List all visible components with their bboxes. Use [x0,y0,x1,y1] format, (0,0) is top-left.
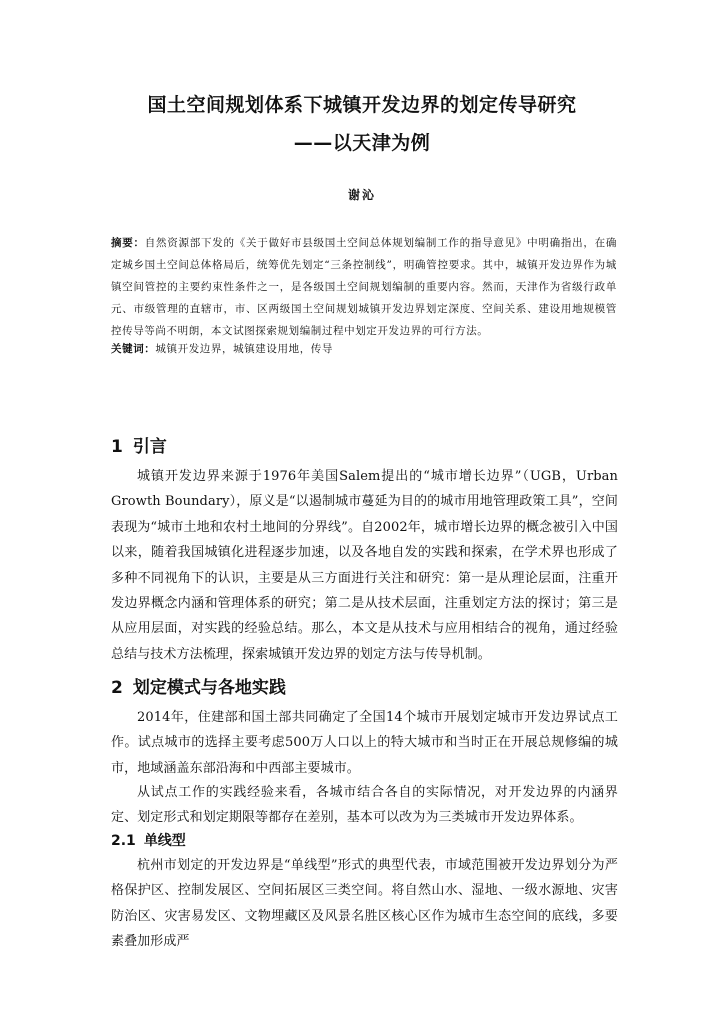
author-name: 谢沁 [347,188,376,202]
paragraph: 从试点工作的实践经验来看，各城市结合各自的实际情况，对开发边界的内涵界定、划定形式和划定期限等都存在差别，基本可以改为为三类城市开发边界体系。 [111,785,618,826]
abstract [111,232,617,342]
section-number: 2 [111,678,123,698]
abstract-label: 摘要： [111,237,145,249]
section-title: 引言 [132,437,167,457]
paragraph: 城镇开发边界来源于1976年美国Salem提出的“城市增长边界”（UGB，Urban Growth Boundary），原义是“以遏制城市蔓延为目的的城市用地管理政策工具”，空间表现为“城市土地和农村土地间的分界线”。自2002年，城市增长边界的概念被引入中国以来，随着我国城镇化进程逐步加速，以及各地自发的实践和探索，在学术界也形成了多种不同视角下的认识，主要是从三方面进行关注和研究：第一是从理论层面，注重开发边界概念内涵和管理体系的研究；第二是从技术层面，注重划定方法的探讨；第三是从应用层面，对实践的经验总结。那么，本文是从技术与应用相结合的视角，通过经验总结与技术方法梳理，探索城镇开发边界的划定方法与传导机制。 [111,469,618,662]
keywords-label: 关键词： [111,343,156,355]
paper-title: 国土空间规划体系下城镇开发边界的划定传导研究 [147,94,577,116]
paper-subtitle: ——以天津为例 [293,132,431,154]
subsection-title: 单线型 [143,833,186,849]
subsection-number: 2.1 [111,833,136,849]
section-number: 1 [111,437,123,457]
section-heading-intro [111,432,167,457]
paragraph: 2014年，住建部和国土部共同确定了全国14个城市开展划定城市开发边界试点工作。试点城市的选择主要考虑500万人口以上的特大城市和当时正在开展总规修编的城市，地域涵盖东部沿海和中西部主要城市。 [111,710,618,776]
abstract-text: 自然资源部下发的《关于做好市县级国土空间总体规划编制工作的指导意见》中明确指出，在确定城乡国土空间总体格局后，统筹优先划定“三条控制线”，明确管控要求。其中，城镇开发边界作为城镇空间管控的主要约束性条件之一，是各级国土空间规划编制的重要内容。然而，天津作为省级行政单元、市级管理的直辖市，市、区两级国土空间规划城镇开发边界划定深度、空间关系、建设用地规模管控传导等尚不明朗，本文试图探索规划编制过程中划定开发边界的可行方法。 [111,237,617,337]
section-heading-practice [111,673,286,698]
keywords-text: 城镇开发边界，城镇建设用地，传导 [155,343,334,355]
section-title: 划定模式与各地实践 [132,678,286,698]
paragraph: 杭州市划定的开发边界是“单线型”形式的典型代表，市域范围被开发边界划分为严格保护区、控制发展区、空间拓展区三类空间。将自然山水、湿地、一级水源地、灾害防治区、灾害易发区、文物埋藏区及风景名胜区核心区作为城市生态空间的底线，多要素叠加形成严 [111,858,618,950]
keywords [111,339,617,359]
subsection-heading [111,830,186,850]
